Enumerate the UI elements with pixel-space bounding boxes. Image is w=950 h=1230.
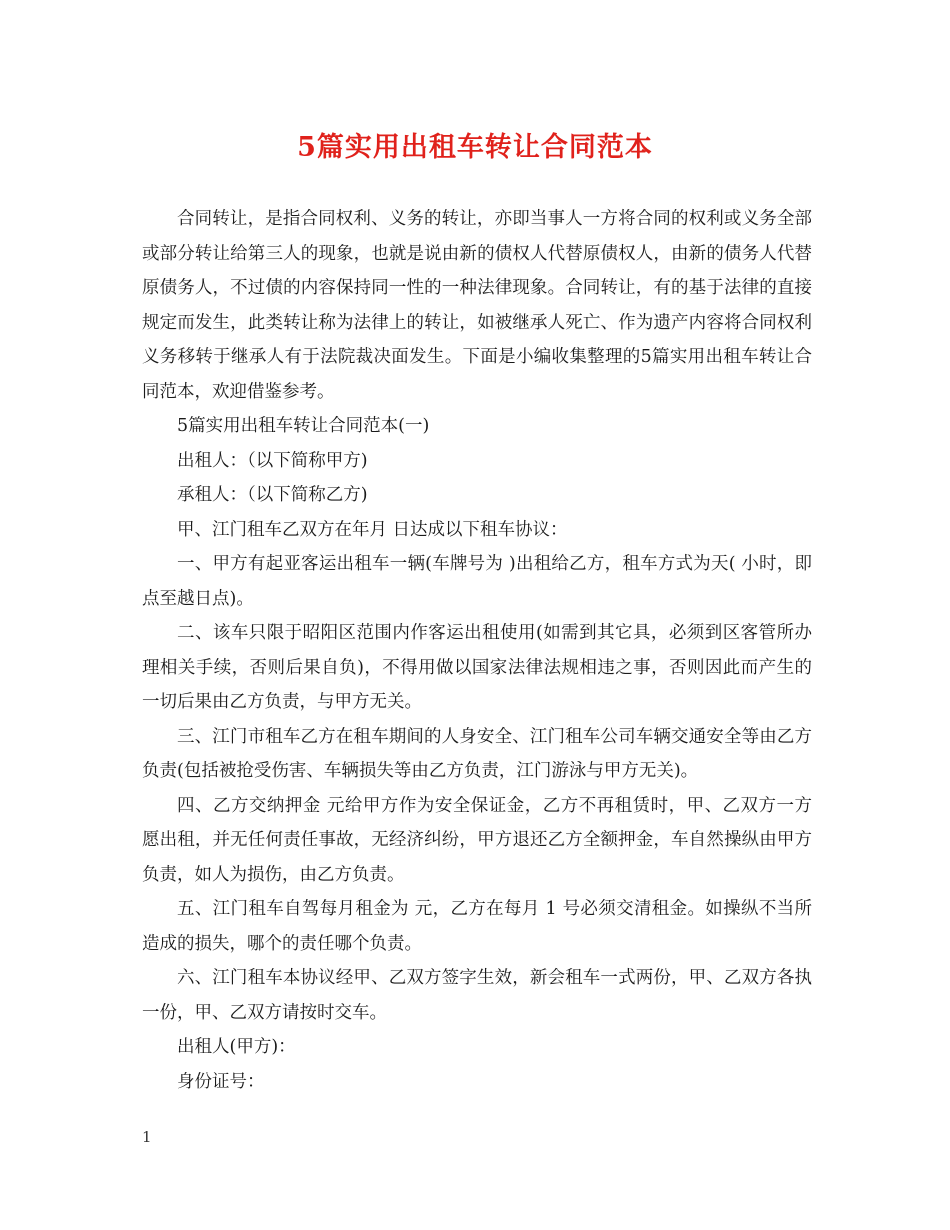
- clause-2: 二、该车只限于昭阳区范围内作客运出租使用(如需到其它具，必须到区客管所办理相关手续，否则后果自负)，不得用做以国家法律法规相违之事，否则因此而产生的一切后果由乙方负责，与甲方无关。: [142, 623, 812, 712]
- intro-paragraph: 合同转让，是指合同权利、义务的转让，亦即当事人一方将合同的权利或义务全部或部分转让给第三人的现象，也就是说由新的债权人代替原债权人，由新的债务人代替原债务人，不过债的内容保持同一性的一种法律现象。合同转让，有的基于法律的直接规定而发生，此类转让称为法律上的转让，如被继承人死亡、作为遗产内容将合同权利义务移转于继承人有于法院裁决面发生。下面是小编收集整理的5篇实用出租车转让合同范本，欢迎借鉴参考。: [142, 209, 812, 402]
- document-body: [142, 202, 812, 1099]
- lessor-signature-line: 出租人(甲方)：: [177, 1037, 296, 1057]
- id-number-line: 身份证号：: [177, 1071, 265, 1092]
- clause-5: 五、江门租车自驾每月租金为 元，乙方在每月 1 号必须交清租金。如操纵不当所造成的损失，哪个的责任哪个负责。: [142, 899, 812, 954]
- clause-1: 一、甲方有起亚客运出租车一辆(车牌号为 )出租给乙方，租车方式为天( 小时，即 点至越日点)。: [142, 554, 812, 609]
- document-title: 5篇实用出租车转让合同范本: [297, 132, 653, 163]
- page-number: 1: [142, 1128, 152, 1146]
- clause-6: 六、江门租车本协议经甲、乙双方签字生效，新会租车一式两份，甲、乙双方各执一份，甲、乙双方请按时交车。: [142, 968, 812, 1023]
- section-heading: 5篇实用出租车转让合同范本(一): [177, 416, 430, 436]
- agreement-line: 甲、江门租车乙双方在年月 日达成以下租车协议：: [177, 519, 568, 540]
- clause-3: 三、江门市租车乙方在租车期间的人身安全、江门租车公司车辆交通安全等由乙方负责(包括被抢受伤害、车辆损失等由乙方负责，江门游泳与甲方无关)。: [142, 726, 812, 781]
- clause-4: 四、乙方交纳押金 元给甲方作为安全保证金，乙方不再租赁时，甲、乙双方一方愿出租，并无任何责任事故，无经济纠纷，甲方退还乙方全额押金，车自然操纵由甲方负责，如人为损伤，由乙方负责。: [142, 795, 812, 885]
- lessee-line: 承租人：（以下简称乙方): [177, 485, 368, 505]
- lessor-line: 出租人：（以下简称甲方): [177, 450, 368, 471]
